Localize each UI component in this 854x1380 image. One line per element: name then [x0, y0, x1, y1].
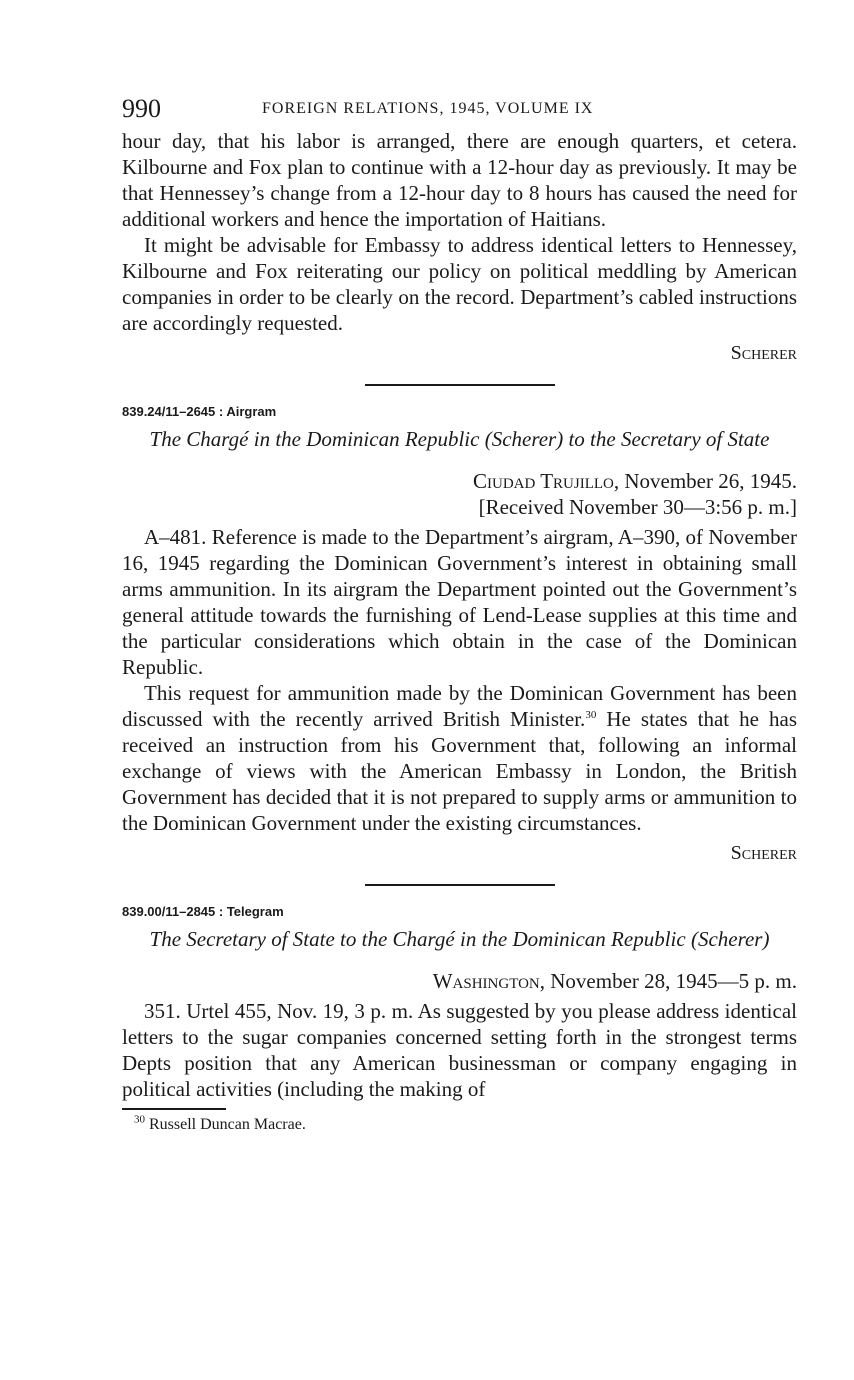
paragraph-text: He states that he has received an instruction from his Government that, following an informal exchange of views with the American Embassy in London, the British Government has decided that it is not prepared to supply arms or ammunition to the Dominican Government under the existing circumstances. — [122, 707, 798, 835]
document-title: The Secretary of State to the Chargé in the Dominican Republic (Scherer) — [149, 927, 770, 951]
file-reference: 839.00/11–2845 : Telegram — [122, 904, 284, 919]
dateline-place: Washington — [432, 969, 540, 993]
page-number: 990 — [122, 94, 161, 123]
received-line: [Received November 30—3:56 p. m.] — [478, 495, 797, 519]
section-divider — [365, 884, 555, 886]
section-divider — [365, 384, 555, 386]
document-airgram — [122, 402, 797, 866]
signature: Scherer — [730, 342, 797, 364]
dateline — [122, 968, 797, 994]
running-head — [122, 92, 797, 128]
footnote-reference: 30 — [585, 709, 597, 721]
footnote — [122, 1114, 797, 1136]
footnote-divider — [122, 1108, 226, 1110]
paragraph-with-footnote — [122, 680, 797, 836]
document-title: The Chargé in the Dominican Republic (Scherer) to the Secretary of State — [149, 427, 770, 451]
signature: Scherer — [730, 842, 797, 864]
paragraph: It might be advisable for Embassy to address identical letters to Hennessey, Kilbourne and Fox reiterating our policy on political meddling by American companies in order to be clearly on the record. Department’s cabled instructions are accordingly requested. — [122, 233, 797, 335]
paragraph: 351. Urtel 455, Nov. 19, 3 p. m. As suggested by you please address identical letters to the sugar companies concerned setting forth in the strongest terms Depts position that any American businessman or company engaging in political activities (including the making of — [122, 999, 797, 1101]
footnote-marker: 30 — [134, 1113, 145, 1126]
section-continuation — [122, 128, 797, 366]
paragraph: A–481. Reference is made to the Department’s airgram, A–390, of November 16, 1945 regarding the Dominican Government’s interest in obtaining small arms ammunition. In its airgram the Department pointed out the Government’s general attitude towards the furnishing of Lend-Lease supplies at this time and the particular considerations which obtain in the case of the Dominican Republic. — [122, 525, 797, 679]
paragraph-continued: hour day, that his labor is arranged, there are enough quarters, et cetera. Kilbourne and Fox plan to continue with a 12-hour day as previously. It may be that Hennessey’s change from a 12-hour day to 8 hours has caused the need for additional workers and hence the importation of Haitians. — [122, 129, 797, 231]
footnote-text: Russell Duncan Macrae. — [145, 1116, 306, 1133]
paragraph-text: This request for ammunition made by the Dominican Government has been discussed with the recently arrived British Minister. — [122, 681, 797, 731]
file-reference: 839.24/11–2645 : Airgram — [122, 404, 277, 419]
dateline-date: , November 26, 1945. — [613, 469, 797, 493]
dateline — [122, 468, 797, 494]
document-telegram — [122, 902, 797, 1102]
dateline-place: Ciudad Trujillo — [473, 469, 614, 493]
document-page — [122, 92, 797, 1136]
dateline-date: , November 28, 1945—5 p. m. — [539, 969, 797, 993]
running-title: FOREIGN RELATIONS, 1945, VOLUME IX — [262, 100, 594, 117]
